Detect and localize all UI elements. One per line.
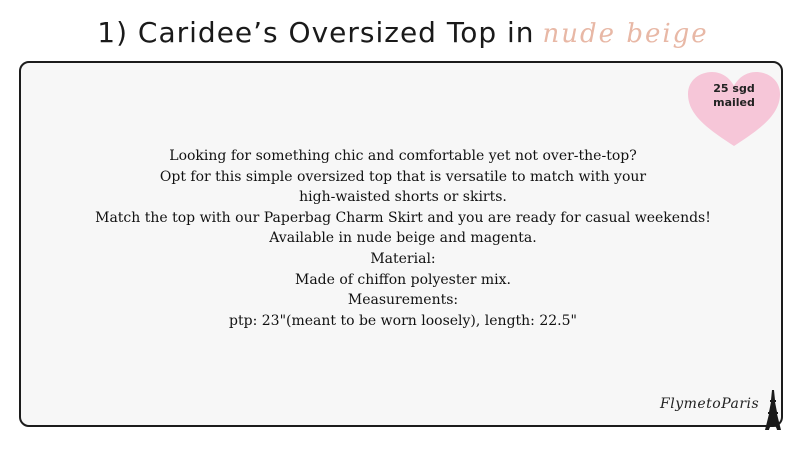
measurements-heading: Measurements:	[347, 292, 459, 309]
shipping-text: mailed	[713, 96, 755, 109]
title-main-text: 1) Caridee’s Oversized Top in	[97, 16, 535, 49]
price-text: 25 sgd	[713, 82, 755, 95]
brand-logo: FlymetoParis	[660, 396, 760, 412]
description-line: high-waisted shorts or skirts.	[299, 189, 507, 206]
material-heading: Material:	[370, 250, 436, 267]
price-badge	[686, 82, 782, 110]
measurements-text: ptp: 23"(meant to be worn loosely), length: 22.5"	[229, 312, 577, 329]
description-line: Available in nude beige and magenta.	[269, 230, 537, 247]
page-title	[0, 16, 806, 62]
description-line: Looking for something chic and comfortable yet not over-the-top?	[169, 148, 637, 164]
product-description	[40, 146, 766, 331]
description-line: Match the top with our Paperbag Charm Skirt and you are ready for casual weekends!	[95, 209, 711, 226]
description-line: Opt for this simple oversized top that is versatile to match with your	[159, 168, 647, 185]
eiffel-tower-icon	[764, 386, 782, 430]
title-color-text: nude beige	[542, 19, 709, 49]
material-text: Made of chiffon polyester mix.	[294, 271, 511, 288]
